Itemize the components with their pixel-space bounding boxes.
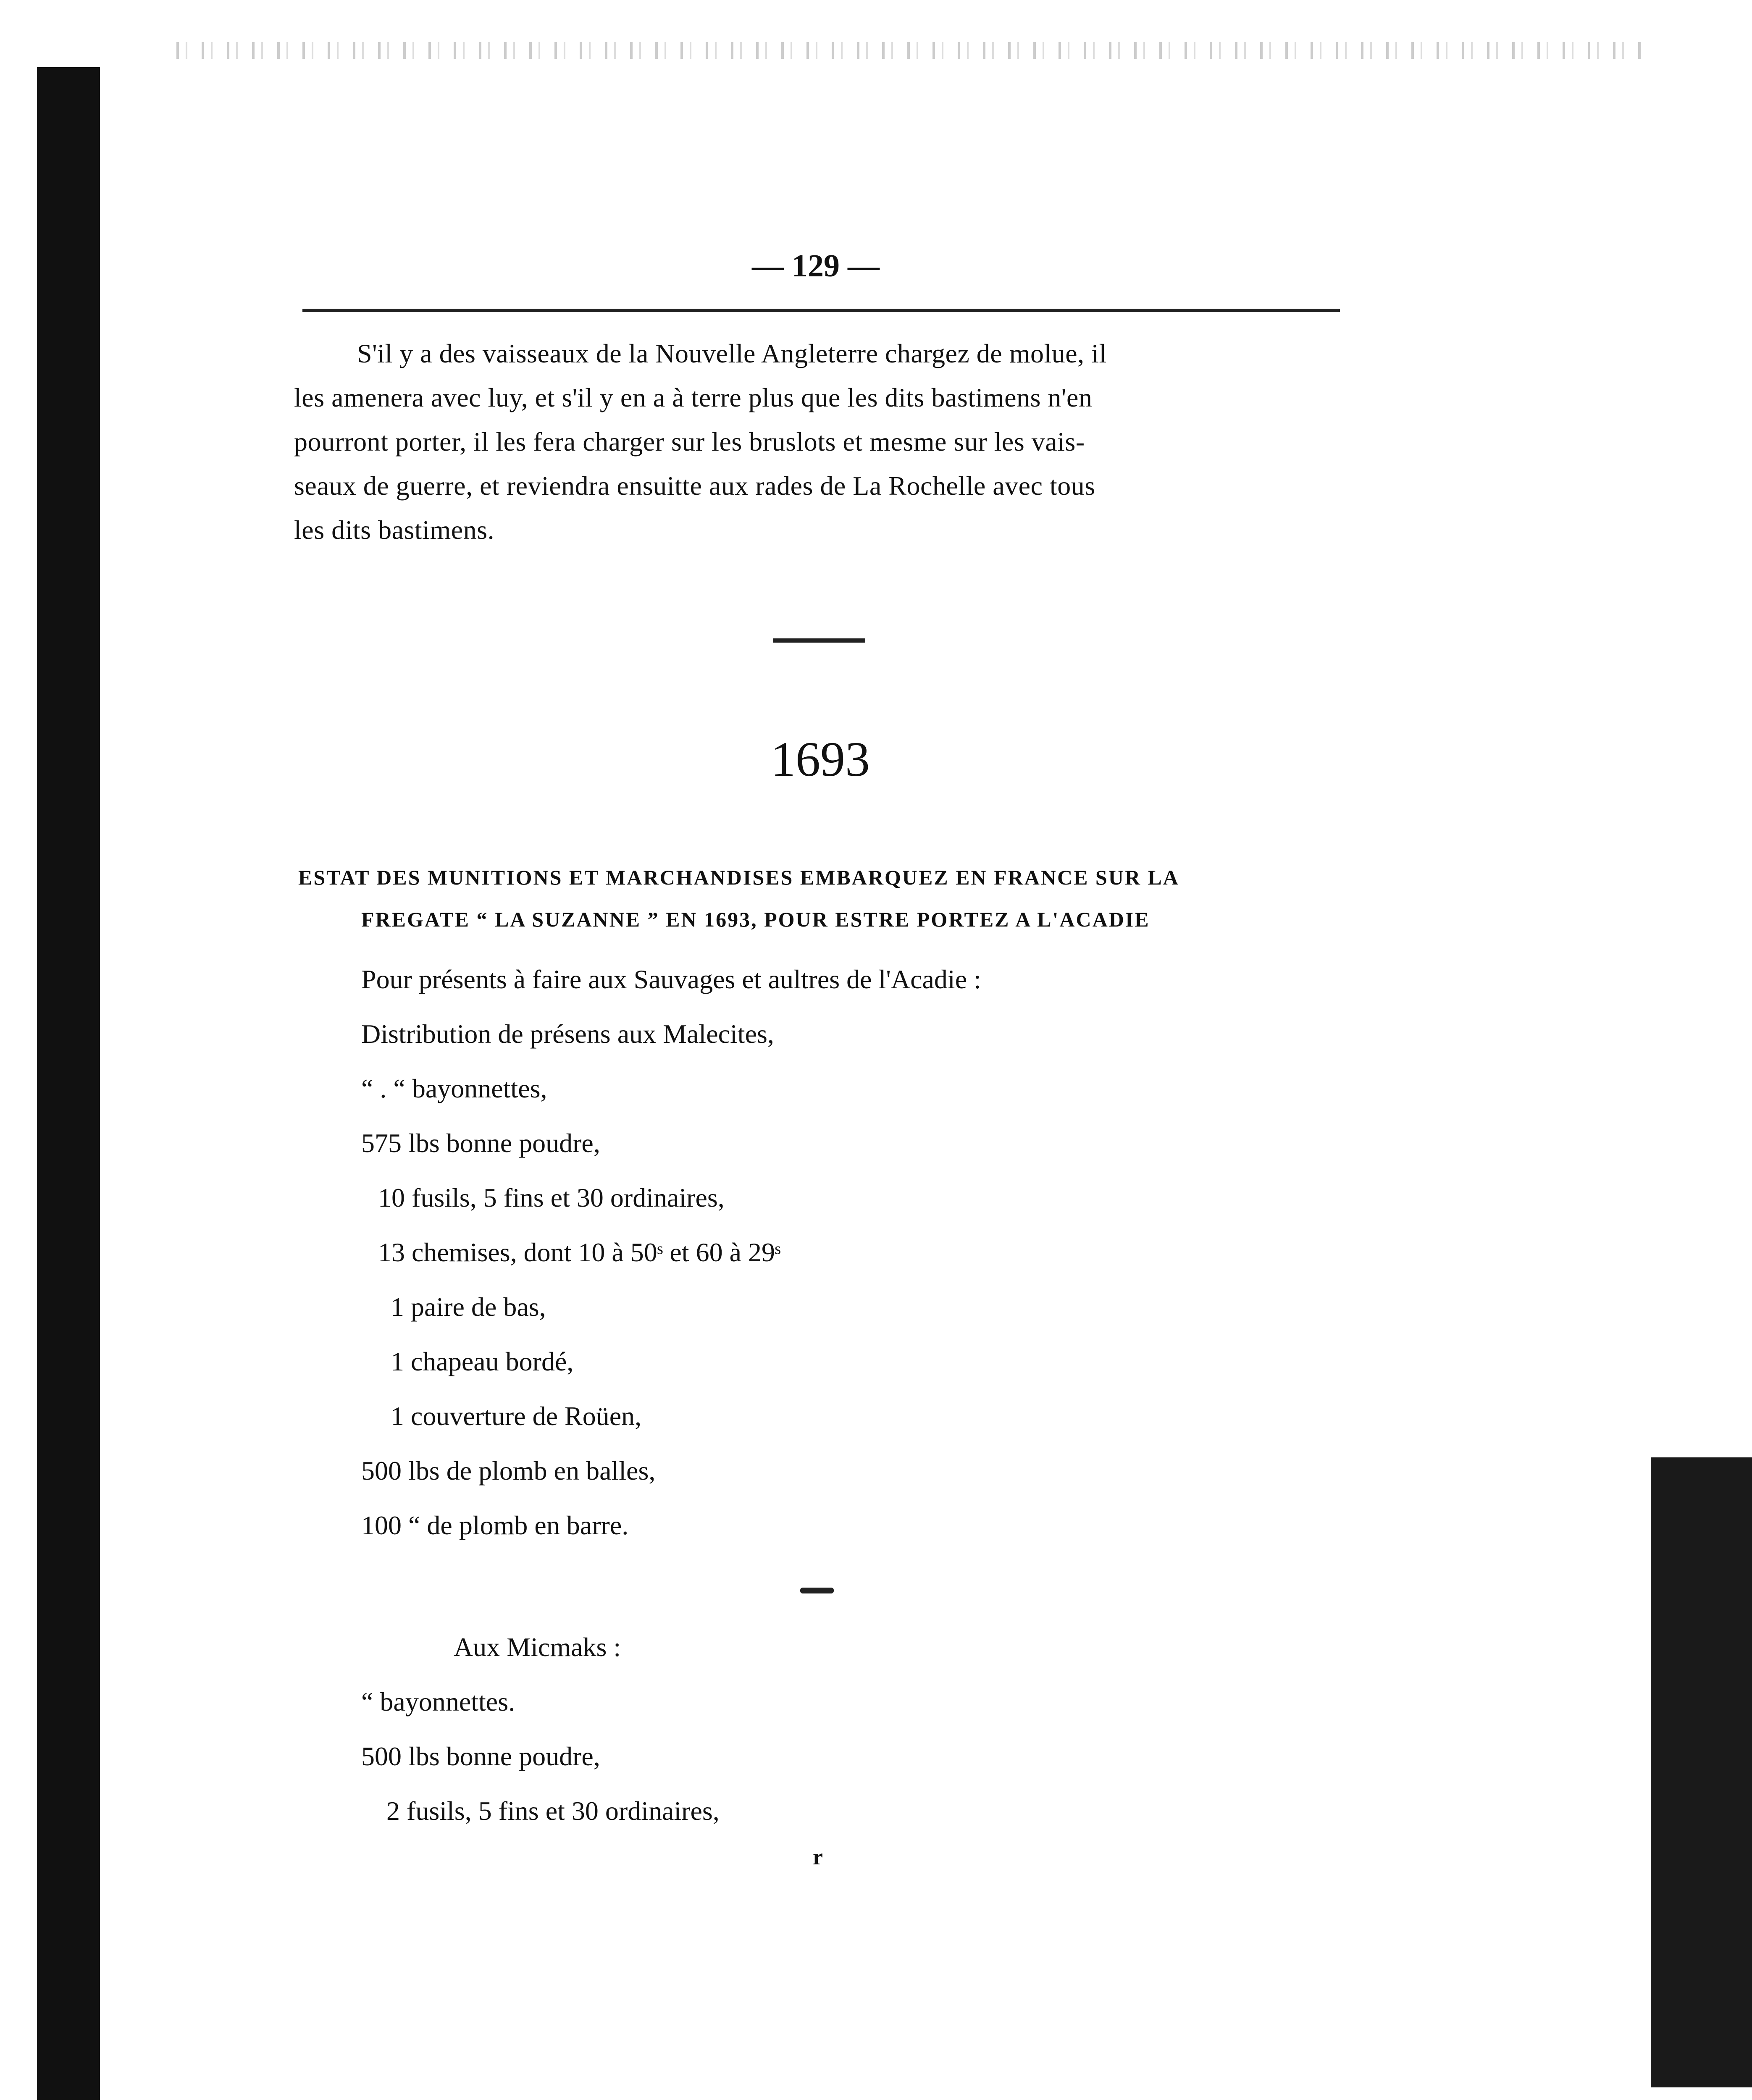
right-scan-shadow bbox=[1651, 1457, 1752, 2087]
list-item: 1 chapeau bordé, bbox=[391, 1347, 574, 1376]
paragraph-line: seaux de guerre, et reviendra ensuitte aux rades de La Rochelle avec tous bbox=[294, 471, 1095, 501]
footer-mark: r bbox=[813, 1844, 823, 1869]
section-divider bbox=[773, 638, 865, 643]
list-item: 10 fusils, 5 fins et 30 ordinaires, bbox=[378, 1183, 725, 1213]
document-title-line: ESTAT DES MUNITIONS ET MARCHANDISES EMBARQUEZ EN FRANCE SUR LA bbox=[298, 866, 1179, 889]
section-heading-malecites: Distribution de présens aux Malecites, bbox=[361, 1019, 774, 1049]
section-divider-dash bbox=[800, 1588, 834, 1593]
section-heading-micmaks: Aux Micmaks : bbox=[454, 1632, 621, 1662]
paragraph-line: les dits bastimens. bbox=[294, 515, 495, 545]
paragraph-line: S'il y a des vaisseaux de la Nouvelle Angleterre chargez de molue, il bbox=[357, 339, 1107, 368]
list-item: 100 “ de plomb en barre. bbox=[361, 1510, 629, 1540]
list-item: 13 chemises, dont 10 à 50ˢ et 60 à 29ˢ bbox=[378, 1237, 781, 1267]
left-scan-shadow bbox=[37, 67, 100, 2100]
top-scan-noise bbox=[176, 42, 1647, 59]
page-number: — 129 — bbox=[752, 248, 880, 284]
intro-line: Pour présents à faire aux Sauvages et aultres de l'Acadie : bbox=[361, 964, 981, 994]
list-item: 500 lbs de plomb en balles, bbox=[361, 1456, 656, 1486]
paragraph-line: pourront porter, il les fera charger sur les bruslots et mesme sur les vais- bbox=[294, 427, 1085, 457]
document-title-line: FREGATE “ LA SUZANNE ” EN 1693, POUR ESTRE PORTEZ A L'ACADIE bbox=[361, 908, 1150, 931]
list-item: 500 lbs bonne poudre, bbox=[361, 1741, 600, 1771]
list-item: 575 lbs bonne poudre, bbox=[361, 1128, 600, 1158]
list-item: “ . “ bayonnettes, bbox=[361, 1074, 547, 1103]
list-item: 1 paire de bas, bbox=[391, 1292, 546, 1322]
paragraph-line: les amenera avec luy, et s'il y en a à terre plus que les dits bastimens n'en bbox=[294, 383, 1093, 412]
header-rule bbox=[302, 309, 1340, 312]
year-heading: 1693 bbox=[771, 732, 870, 787]
list-item: 1 couverture de Roüen, bbox=[391, 1401, 642, 1431]
list-item: 2 fusils, 5 fins et 30 ordinaires, bbox=[386, 1796, 720, 1826]
list-item: “ bayonnettes. bbox=[361, 1687, 515, 1717]
